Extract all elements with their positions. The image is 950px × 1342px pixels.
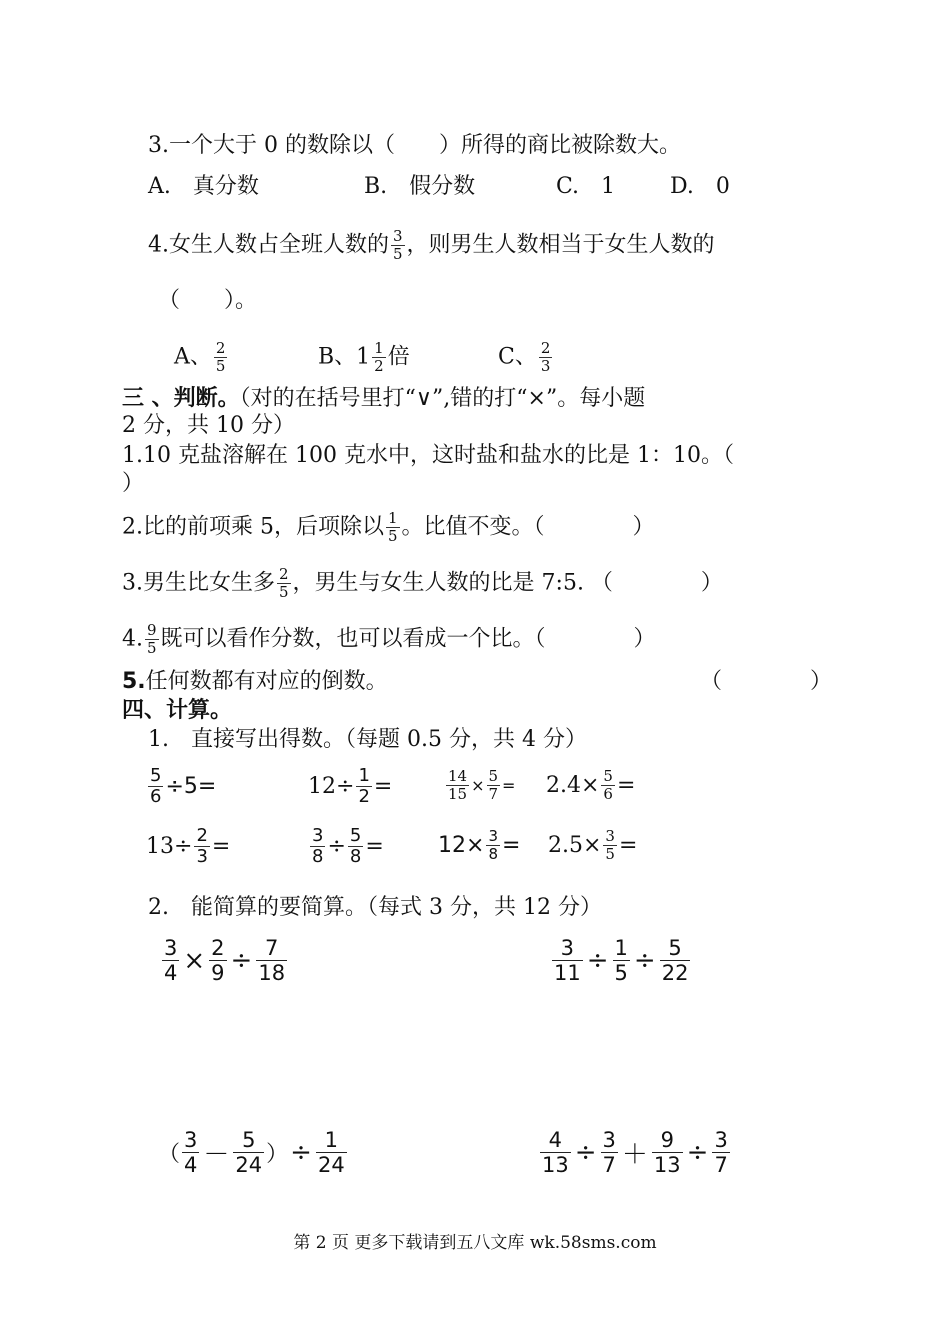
judge-2-fraction: $\frac{1}{5}$ (387, 509, 398, 545)
calc-1d-fraction: $\frac{5}{6}$ (603, 767, 613, 803)
calc-2-e2-fraction-2: $\frac{1}{5}$ (614, 936, 628, 985)
q4-text-pre: 4.女生人数占全班人数的 (148, 232, 389, 258)
calc-1h-fraction: $\frac{3}{5}$ (605, 827, 615, 863)
page-footer: 第 2 页 更多下载请到五八文库 wk.58sms.com (293, 1233, 657, 1253)
judge-1-close: ） (122, 471, 145, 496)
calc-2-e1-fraction-1: $\frac{3}{4}$ (164, 936, 178, 985)
judge-4: 4. $\frac{9}{5}$ 既可以看作分数，也可以看成一个比。（ ） (122, 621, 656, 657)
calc-sub-1: 1. 直接写出得数。（每题 0.5 分，共 4 分） (148, 727, 587, 752)
q4-option-b: B、1 $\frac{1}{2}$ 倍 (318, 339, 410, 375)
section-4-heading: 四、计算。 (122, 697, 233, 723)
calc-1f-fraction-1: $\frac{3}{8}$ (312, 825, 324, 867)
calc-2-e4-fraction-1: $\frac{4}{13}$ (542, 1128, 569, 1177)
calc-1b: 12÷ $\frac{1}{2}$ = (308, 765, 393, 807)
calc-2-e3-fraction-2: $\frac{5}{24}$ (235, 1128, 263, 1177)
judge-1: 1.10 克盐溶解在 100 克水中，这时盐和盐水的比是 1：10。（ (122, 443, 734, 468)
calc-sub-2: 2. 能简算的要简算。（每式 3 分，共 12 分） (148, 895, 602, 920)
section-3-heading: 三 、判断。 (122, 385, 240, 411)
calc-1e: 13÷ $\frac{2}{3}$ = (146, 825, 231, 867)
calc-2-expr-2: $\frac{3}{11}$ ÷ $\frac{1}{5}$ ÷ $\frac{5}{22}$ (554, 936, 689, 985)
calc-1g: 12× $\frac{3}{8}$ = (438, 827, 521, 863)
section-3-instruction: （对的在括号里打“∨”,错的打“×”。每小题 (239, 386, 646, 411)
calc-2-e4-fraction-3: $\frac{9}{13}$ (653, 1128, 681, 1177)
judge-5: 5.任何数都有对应的倒数。 (122, 669, 388, 694)
calc-1e-fraction: $\frac{2}{3}$ (196, 825, 208, 867)
calc-2-e3-fraction-3: $\frac{1}{24}$ (317, 1128, 345, 1177)
q3-option-a: A. 真分数 (148, 174, 259, 199)
calc-1a: $\frac{5}{6}$ ÷5= (150, 765, 217, 807)
calc-1b-fraction: $\frac{1}{2}$ (358, 765, 370, 807)
calc-1f: $\frac{3}{8}$ ÷ $\frac{5}{8}$ = (312, 825, 384, 867)
calc-2-e3-fraction-1: $\frac{3}{4}$ (184, 1128, 198, 1177)
judge-4-fraction: $\frac{9}{5}$ (147, 621, 157, 657)
calc-1d: 2.4× $\frac{5}{6}$ = (546, 767, 636, 803)
calc-1h: 2.5× $\frac{3}{5}$ = (548, 827, 638, 863)
section-3-instruction-2: 2 分，共 10 分） (122, 413, 295, 438)
q4-option-a: A、 $\frac{2}{5}$ (174, 339, 226, 375)
question-4 (148, 228, 715, 263)
q4-option-c: C、 $\frac{2}{3}$ (498, 339, 551, 375)
calc-2-expr-3: （ $\frac{3}{4}$ － $\frac{5}{24}$ ） ÷ $\frac{1}{24}$ (158, 1128, 345, 1177)
q3-option-d: D. 0 (670, 174, 730, 199)
q4-option-c-fraction: $\frac{2}{3}$ (540, 339, 551, 375)
q3-option-b: B. 假分数 (364, 174, 476, 199)
calc-2-e1-fraction-3: $\frac{7}{18}$ (258, 936, 286, 985)
q4-text-post: ，则男生人数相当于女生人数的 (406, 232, 715, 258)
calc-1g-fraction: $\frac{3}{8}$ (488, 827, 498, 863)
q4-option-a-fraction: $\frac{2}{5}$ (215, 339, 226, 375)
judge-3: 3.男生比女生多 $\frac{2}{5}$ ，男生与女生人数的比是 7:5. （ ） (122, 565, 723, 601)
calc-2-e2-fraction-3: $\frac{5}{22}$ (661, 936, 689, 985)
calc-2-e1-fraction-2: $\frac{2}{9}$ (211, 936, 225, 985)
judge-3-fraction: $\frac{2}{5}$ (279, 565, 289, 601)
judge-5-blank: （ ） (700, 669, 833, 694)
calc-2-expr-1: $\frac{3}{4}$ × $\frac{2}{9}$ ÷ $\frac{7}{18}$ (164, 936, 286, 985)
calc-1a-fraction: $\frac{5}{6}$ (150, 765, 162, 807)
calc-1f-fraction-2: $\frac{5}{8}$ (349, 825, 362, 867)
calc-2-e4-fraction-2: $\frac{3}{7}$ (602, 1128, 616, 1177)
calc-2-expr-4: $\frac{4}{13}$ ÷ $\frac{3}{7}$ ＋ $\frac{9}{13}$ ÷ $\frac{3}{7}$ (542, 1128, 728, 1177)
calc-2-e2-fraction-1: $\frac{3}{11}$ (554, 936, 581, 985)
q4-blank: （ ）。 (158, 288, 258, 313)
question-3: 3.一个大于 0 的数除以（ ）所得的商比被除数大。 (148, 133, 681, 158)
section-3-heading-line (122, 384, 645, 413)
q4-option-b-fraction: $\frac{1}{2}$ (374, 339, 384, 375)
judge-2: 2.比的前项乘 5，后项除以 $\frac{1}{5}$ 。比值不变。（ ） (122, 509, 655, 545)
calc-1c: $\frac{14}{15}$ × $\frac{5}{7}$ = (448, 767, 516, 803)
calc-1c-fraction-2: $\frac{5}{7}$ (488, 767, 499, 803)
calc-2-e4-fraction-4: $\frac{3}{7}$ (714, 1128, 728, 1177)
q3-option-c: C. 1 (556, 174, 616, 199)
calc-1c-fraction-1: $\frac{14}{15}$ (448, 767, 468, 803)
q4-fraction: $\frac{3}{5}$ (393, 227, 403, 263)
